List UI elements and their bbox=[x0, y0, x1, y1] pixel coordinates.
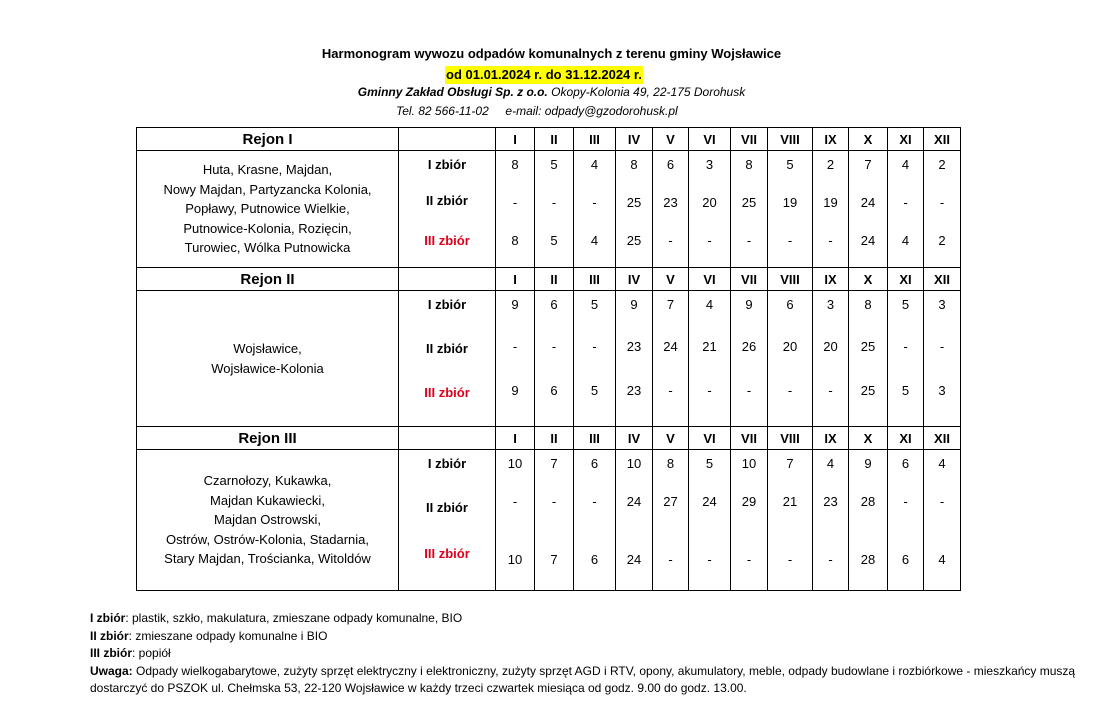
collection-label: II zbiór bbox=[426, 341, 468, 356]
collection-label: III zbiór bbox=[424, 546, 470, 561]
collection-day: - bbox=[939, 195, 945, 210]
collection-day: 7 bbox=[666, 297, 675, 312]
locality-line: Czarnołozy, Kukawka, bbox=[203, 473, 332, 489]
collection-day: 4 bbox=[590, 157, 599, 172]
locality-line: Wojsławice, bbox=[233, 341, 302, 356]
locality-line: Nowy Majdan, Partyzancka Kolonia, bbox=[163, 181, 372, 197]
collection-day: - bbox=[746, 233, 752, 248]
collection-day: 24 bbox=[702, 494, 717, 509]
collection-day: 27 bbox=[663, 494, 678, 509]
collection-day: 4 bbox=[938, 552, 946, 567]
locality-line: Turowiec, Wólka Putnowicka bbox=[184, 240, 351, 256]
collection-day: 9 bbox=[630, 297, 638, 312]
region-header-spacer bbox=[399, 427, 496, 450]
collection-day: - bbox=[668, 552, 673, 567]
month-header: II bbox=[535, 268, 574, 291]
legend-term: II zbiór bbox=[90, 628, 129, 643]
month-header: VII bbox=[731, 268, 768, 291]
collection-day: 5 bbox=[901, 297, 910, 312]
document-title: Harmonogram wywozu odpadów komunalnych z terenu gminy Wojsławice bbox=[321, 46, 782, 61]
collection-day: 5 bbox=[550, 157, 558, 172]
locality-line: Majdan Kukawiecki, bbox=[210, 492, 325, 508]
month-header: X bbox=[849, 268, 888, 291]
collection-label: III zbiór bbox=[424, 233, 470, 248]
collection-day: 9 bbox=[864, 456, 872, 471]
legend-description: : popiół bbox=[132, 646, 171, 660]
collection-label: I zbiór bbox=[427, 297, 467, 312]
month-dates-cell bbox=[653, 151, 689, 268]
collection-day: 9 bbox=[745, 297, 753, 312]
legend-term: I zbiór bbox=[90, 611, 126, 625]
month-header: X bbox=[849, 427, 888, 450]
legend-description: Odpady wielkogabarytowe, zużyty sprzęt elektryczny i elektroniczny, zużyty sprzęt AGD i RTV, opony, akumulatory, meble, odpady budowlane i rozbiórkowe - mieszkańcy muszą dostarczyć do PSZOK ul. Chełmska 53, 22-120 Wojsławice w każdy trzeci czwartek miesiąca od godz. 9.00 do godz. 13.00. bbox=[90, 663, 1076, 695]
month-header: V bbox=[653, 128, 689, 151]
collection-day: 6 bbox=[901, 456, 910, 471]
collection-day: 10 bbox=[741, 456, 757, 471]
collection-day: 10 bbox=[626, 456, 642, 471]
collection-day: 8 bbox=[511, 157, 519, 172]
month-header: II bbox=[535, 427, 574, 450]
month-header: XII bbox=[924, 427, 961, 450]
collection-day: 4 bbox=[901, 157, 910, 172]
month-dates-cell bbox=[689, 291, 731, 427]
month-header: I bbox=[496, 427, 535, 450]
region-body-row bbox=[137, 151, 961, 268]
month-header: IX bbox=[813, 268, 849, 291]
collection-day: - bbox=[707, 383, 712, 398]
month-header: VII bbox=[731, 128, 768, 151]
collection-day: 21 bbox=[702, 339, 717, 354]
month-dates-cell bbox=[888, 450, 924, 591]
collection-day: - bbox=[512, 339, 518, 354]
collection-day: - bbox=[592, 494, 597, 509]
collection-schedule-table bbox=[136, 127, 961, 591]
month-dates-cell bbox=[813, 151, 849, 268]
collection-day: 9 bbox=[511, 383, 519, 398]
month-dates-cell bbox=[888, 291, 924, 427]
legend-description: : plastik, szkło, makulatura, zmieszane odpady komunalne, BIO bbox=[125, 611, 463, 625]
collection-day: 6 bbox=[550, 297, 558, 312]
collection-day: 4 bbox=[705, 297, 714, 312]
collection-day: 24 bbox=[626, 494, 642, 509]
collection-day: - bbox=[512, 195, 518, 210]
collection-day: 7 bbox=[864, 157, 872, 172]
region-body-row bbox=[137, 450, 961, 591]
collection-day: 28 bbox=[860, 552, 876, 567]
collection-day: - bbox=[828, 233, 833, 248]
collection-day: 4 bbox=[901, 233, 910, 248]
collection-day: 25 bbox=[860, 383, 876, 398]
collection-day: 5 bbox=[705, 456, 714, 471]
month-dates-cell bbox=[768, 291, 813, 427]
collection-day: 5 bbox=[901, 383, 910, 398]
collection-day: 26 bbox=[741, 339, 757, 354]
collection-day: 25 bbox=[741, 195, 757, 210]
collection-day: 6 bbox=[786, 297, 794, 312]
collection-day: 8 bbox=[511, 233, 519, 248]
month-header: VI bbox=[689, 268, 731, 291]
month-header: VI bbox=[689, 427, 731, 450]
company-name: Gminny Zakład Obsługi Sp. z o.o. bbox=[357, 85, 548, 99]
month-header: VI bbox=[689, 128, 731, 151]
locality-line: Majdan Ostrowski, bbox=[214, 512, 321, 528]
collection-day: 6 bbox=[590, 552, 599, 567]
collection-day: 5 bbox=[786, 157, 794, 172]
collection-day: 20 bbox=[782, 339, 798, 354]
month-dates-cell bbox=[496, 450, 535, 591]
legend-term: III zbiór bbox=[90, 646, 132, 660]
locality-line: Popławy, Putnowice Wielkie, bbox=[185, 201, 350, 217]
region-localities bbox=[137, 450, 399, 591]
collection-day: 23 bbox=[663, 195, 678, 210]
collection-day: 19 bbox=[823, 195, 838, 210]
collection-day: - bbox=[512, 494, 518, 509]
month-dates-cell bbox=[616, 450, 653, 591]
legend bbox=[90, 610, 1090, 698]
month-dates-cell bbox=[849, 291, 888, 427]
collection-day: 10 bbox=[507, 552, 523, 567]
collection-day: - bbox=[828, 383, 833, 398]
month-header: III bbox=[574, 128, 616, 151]
collection-label: II zbiór bbox=[426, 193, 468, 208]
month-dates-cell bbox=[574, 151, 616, 268]
collection-day: 8 bbox=[745, 157, 753, 172]
collection-day: 8 bbox=[666, 456, 675, 471]
collection-label: II zbiór bbox=[426, 500, 468, 515]
collection-day: - bbox=[668, 383, 673, 398]
month-header: I bbox=[496, 128, 535, 151]
legend-item bbox=[90, 645, 1090, 663]
month-dates-cell bbox=[731, 291, 768, 427]
month-dates-cell bbox=[768, 450, 813, 591]
collection-day: 24 bbox=[860, 233, 876, 248]
legend-item bbox=[90, 610, 1090, 628]
locality-line: Wojsławice-Kolonia bbox=[211, 360, 324, 376]
month-header: XI bbox=[888, 427, 924, 450]
collection-day: 8 bbox=[630, 157, 638, 172]
collection-day: - bbox=[903, 494, 908, 509]
collection-day: - bbox=[707, 552, 712, 567]
month-dates-cell bbox=[768, 151, 813, 268]
month-dates-cell bbox=[813, 291, 849, 427]
locality-line: Ostrów, Ostrów-Kolonia, Stadarnia, bbox=[165, 531, 370, 547]
legend-item bbox=[90, 663, 1090, 698]
collection-day: 6 bbox=[666, 157, 675, 172]
legend-item bbox=[90, 628, 1090, 646]
collection-day: 8 bbox=[864, 297, 872, 312]
collection-day: - bbox=[551, 195, 557, 210]
collection-day: 19 bbox=[782, 195, 798, 210]
month-header: IX bbox=[813, 427, 849, 450]
month-header: XI bbox=[888, 128, 924, 151]
month-header: IV bbox=[616, 427, 653, 450]
month-header: II bbox=[535, 128, 574, 151]
month-dates-cell bbox=[535, 291, 574, 427]
region-name: Rejon II bbox=[137, 268, 399, 291]
collection-day: 4 bbox=[590, 233, 599, 248]
collection-day: 3 bbox=[705, 157, 714, 172]
month-dates-cell bbox=[535, 450, 574, 591]
collection-day: 7 bbox=[550, 552, 558, 567]
collection-day: - bbox=[903, 339, 908, 354]
month-dates-cell bbox=[616, 151, 653, 268]
region-name: Rejon III bbox=[137, 427, 399, 450]
month-header: VIII bbox=[768, 427, 813, 450]
month-dates-cell bbox=[849, 151, 888, 268]
collection-day: 24 bbox=[860, 195, 876, 210]
collection-types bbox=[399, 151, 496, 268]
collection-day: - bbox=[592, 195, 597, 210]
collection-day: 23 bbox=[823, 494, 838, 509]
month-header: IX bbox=[813, 128, 849, 151]
month-dates-cell bbox=[616, 291, 653, 427]
month-header: III bbox=[574, 268, 616, 291]
month-dates-cell bbox=[888, 151, 924, 268]
contact-line: Tel. 82 566-11-02 e-mail: odpady@gzodorohusk.pl bbox=[396, 104, 678, 118]
collection-day: 7 bbox=[550, 456, 558, 471]
month-dates-cell bbox=[496, 151, 535, 268]
collection-day: 4 bbox=[826, 456, 835, 471]
month-dates-cell bbox=[574, 450, 616, 591]
region-name: Rejon I bbox=[137, 128, 399, 151]
month-dates-cell bbox=[813, 450, 849, 591]
month-header: VIII bbox=[768, 128, 813, 151]
company-line bbox=[0, 85, 1103, 99]
month-dates-cell bbox=[689, 151, 731, 268]
collection-day: - bbox=[787, 552, 793, 567]
company-address: Okopy-Kolonia 49, 22-175 Dorohusk bbox=[547, 85, 746, 99]
collection-day: 28 bbox=[860, 494, 876, 509]
month-header: V bbox=[653, 268, 689, 291]
collection-day: 24 bbox=[626, 552, 642, 567]
region-header-row bbox=[137, 128, 961, 151]
month-dates-cell bbox=[574, 291, 616, 427]
region-header-spacer bbox=[399, 268, 496, 291]
month-dates-cell bbox=[731, 450, 768, 591]
month-header: I bbox=[496, 268, 535, 291]
collection-day: 2 bbox=[938, 157, 946, 172]
date-range-highlight: od 01.01.2024 r. do 31.12.2024 r. bbox=[446, 67, 642, 82]
collection-day: 23 bbox=[626, 383, 642, 398]
collection-day: 5 bbox=[550, 233, 558, 248]
region-body-row bbox=[137, 291, 961, 427]
month-dates-cell bbox=[653, 450, 689, 591]
month-header: X bbox=[849, 128, 888, 151]
month-dates-cell bbox=[496, 291, 535, 427]
collection-day: - bbox=[939, 339, 945, 354]
region-header-row bbox=[137, 427, 961, 450]
collection-day: - bbox=[828, 552, 833, 567]
month-dates-cell bbox=[924, 151, 961, 268]
collection-day: 6 bbox=[901, 552, 910, 567]
collection-day: 20 bbox=[823, 339, 838, 354]
month-header: XII bbox=[924, 128, 961, 151]
collection-day: 6 bbox=[590, 456, 599, 471]
collection-types bbox=[399, 291, 496, 427]
collection-day: 25 bbox=[860, 339, 876, 354]
collection-day: - bbox=[787, 233, 793, 248]
collection-day: 3 bbox=[938, 297, 946, 312]
month-header: V bbox=[653, 427, 689, 450]
collection-day: 2 bbox=[938, 233, 946, 248]
collection-day: 25 bbox=[626, 195, 642, 210]
month-header: XII bbox=[924, 268, 961, 291]
month-header: XI bbox=[888, 268, 924, 291]
collection-day: 3 bbox=[938, 383, 946, 398]
collection-types bbox=[399, 450, 496, 591]
collection-day: 7 bbox=[786, 456, 794, 471]
collection-day: - bbox=[551, 339, 557, 354]
month-header: VIII bbox=[768, 268, 813, 291]
collection-day: 23 bbox=[626, 339, 642, 354]
month-header: IV bbox=[616, 268, 653, 291]
region-localities bbox=[137, 151, 399, 268]
collection-day: - bbox=[746, 383, 752, 398]
region-header-row bbox=[137, 268, 961, 291]
month-header: III bbox=[574, 427, 616, 450]
month-header: VII bbox=[731, 427, 768, 450]
collection-day: - bbox=[787, 383, 793, 398]
month-dates-cell bbox=[924, 291, 961, 427]
collection-day: - bbox=[746, 552, 752, 567]
collection-label: I zbiór bbox=[427, 157, 467, 172]
month-dates-cell bbox=[689, 450, 731, 591]
region-header-spacer bbox=[399, 128, 496, 151]
month-header: IV bbox=[616, 128, 653, 151]
collection-day: 2 bbox=[826, 157, 835, 172]
collection-day: 29 bbox=[741, 494, 757, 509]
collection-label: I zbiór bbox=[427, 456, 467, 471]
collection-day: - bbox=[707, 233, 712, 248]
month-dates-cell bbox=[535, 151, 574, 268]
locality-line: Huta, Krasne, Majdan, bbox=[202, 162, 333, 178]
collection-day: - bbox=[592, 339, 597, 354]
collection-day: - bbox=[551, 494, 557, 509]
month-dates-cell bbox=[924, 450, 961, 591]
legend-term: Uwaga: bbox=[90, 663, 133, 678]
locality-line: Putnowice-Kolonia, Rozięcin, bbox=[183, 220, 352, 236]
collection-day: 6 bbox=[550, 383, 558, 398]
collection-day: - bbox=[903, 195, 908, 210]
legend-description: : zmieszane odpady komunalne i BIO bbox=[128, 628, 328, 643]
collection-day: 10 bbox=[507, 456, 523, 471]
collection-day: 4 bbox=[938, 456, 946, 471]
collection-day: 3 bbox=[826, 297, 835, 312]
month-dates-cell bbox=[849, 450, 888, 591]
collection-day: - bbox=[939, 494, 945, 509]
collection-day: 9 bbox=[511, 297, 519, 312]
collection-day: 21 bbox=[782, 494, 798, 509]
month-dates-cell bbox=[653, 291, 689, 427]
collection-day: 25 bbox=[626, 233, 642, 248]
collection-day: 5 bbox=[590, 383, 599, 398]
collection-day: 5 bbox=[590, 297, 599, 312]
month-dates-cell bbox=[731, 151, 768, 268]
collection-day: 20 bbox=[702, 195, 717, 210]
collection-day: - bbox=[668, 233, 673, 248]
collection-day: 24 bbox=[663, 339, 678, 354]
collection-label: III zbiór bbox=[424, 385, 470, 400]
region-localities bbox=[137, 291, 399, 427]
locality-line: Stary Majdan, Trościanka, Witoldów bbox=[164, 551, 371, 567]
